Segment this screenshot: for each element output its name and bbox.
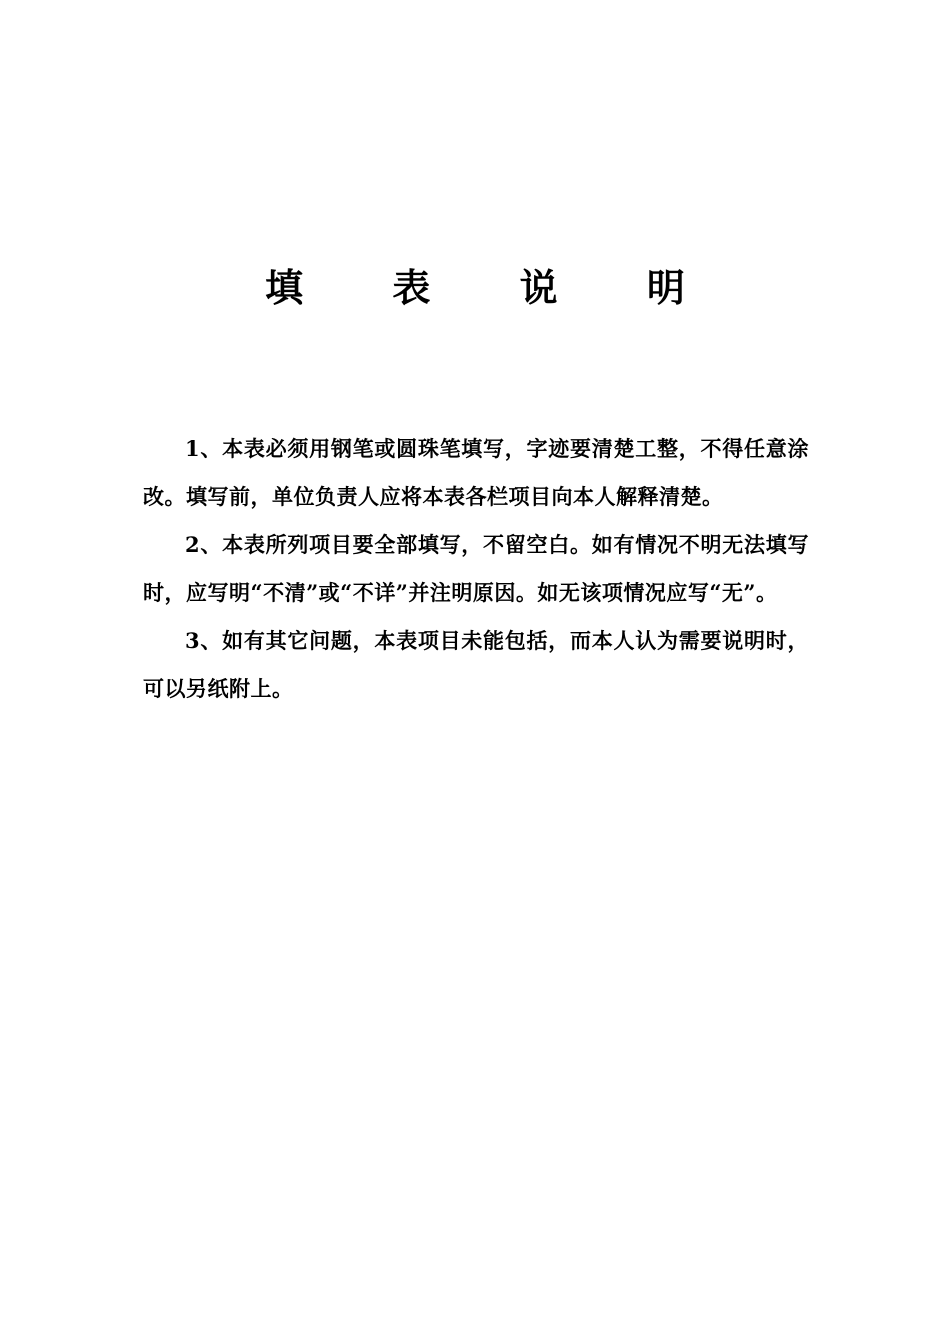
instructions-body bbox=[143, 425, 809, 713]
instruction-paragraph-1: 1、本表必须用钢笔或圆珠笔填写，字迹要清楚工整，不得任意涂改。填写前，单位负责人应将本表各栏项目向本人解释清楚。 bbox=[143, 436, 809, 509]
instruction-paragraph-2: 2、本表所列项目要全部填写，不留空白。如有情况不明无法填写时，应写明“不清”或“不详”并注明原因。如无该项情况应写“无”。 bbox=[143, 532, 809, 605]
page-title: 填 表 说 明 bbox=[265, 265, 723, 310]
instruction-paragraph-3: 3、如有其它问题，本表项目未能包括，而本人认为需要说明时，可以另纸附上。 bbox=[143, 628, 809, 701]
